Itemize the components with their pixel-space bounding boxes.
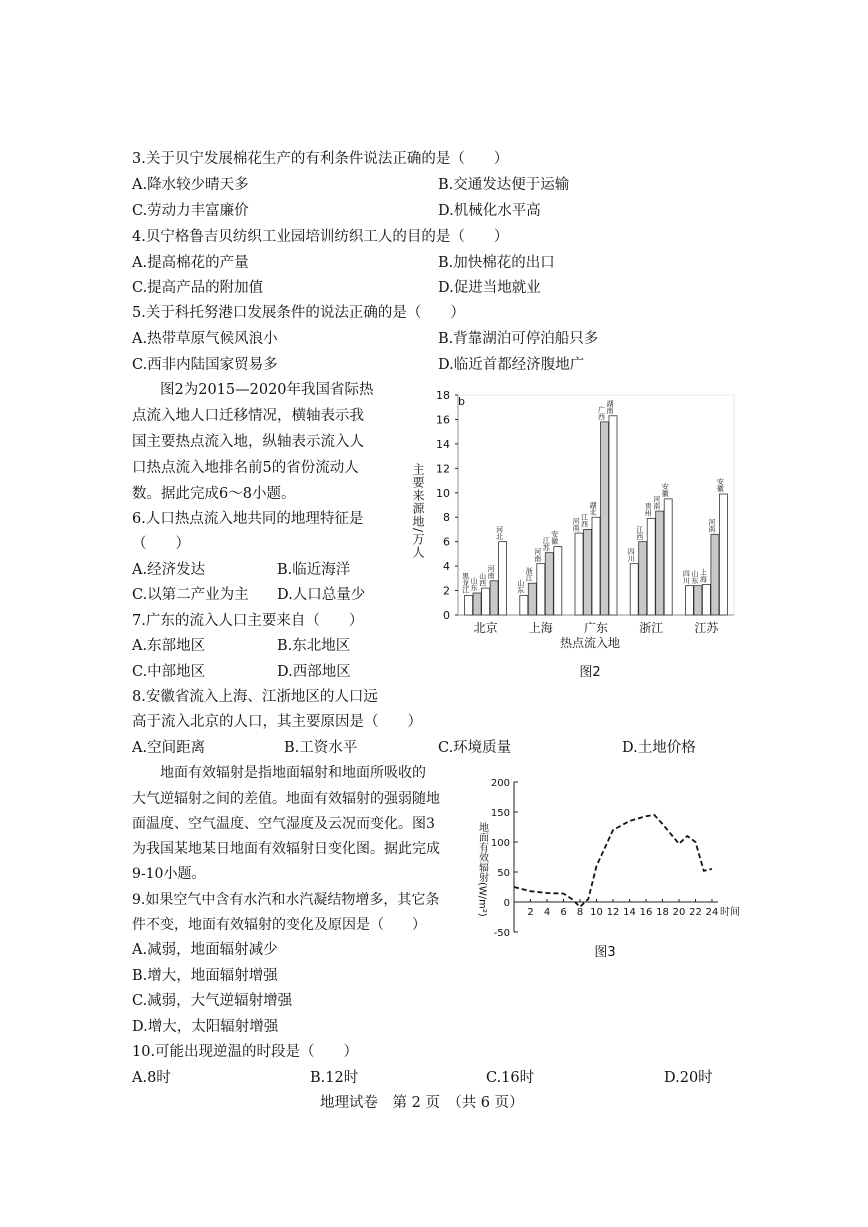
fig2-bar	[647, 518, 655, 615]
question-9-option-a: A.减弱，地面辐射减少	[132, 942, 278, 958]
figure2-intro-line-3: 国主要热点流入地，纵轴表示流入人	[132, 434, 364, 450]
question-8-option-a: A.空间距离	[132, 740, 206, 756]
figure3-intro-line-2: 大气逆辐射之间的差值。地面有效辐射的强弱随地	[132, 791, 440, 807]
fig2-bar-label: 安徽	[550, 530, 559, 545]
fig2-bar	[490, 581, 498, 615]
fig2-bar	[601, 422, 609, 615]
fig2-bar-label: 山西	[478, 572, 487, 587]
fig2-bar	[656, 511, 664, 615]
fig2-y-tick-label: 2	[443, 584, 450, 598]
fig2-bar	[575, 533, 583, 615]
question-4-option-b: B.加快棉花的出口	[438, 255, 555, 271]
fig2-panel-label: b	[458, 395, 465, 408]
fig3-y-tick-label: -50	[493, 928, 510, 939]
fig2-bar	[584, 529, 592, 615]
question-9-option-d: D.增大，太阳辐射增强	[132, 1019, 279, 1035]
question-6-option-d: D.人口总量少	[277, 587, 366, 603]
fig3-y-tick-label: 50	[497, 868, 510, 879]
question-4-option-c: C.提高产品的附加值	[132, 280, 264, 296]
fig2-y-tick-label: 16	[436, 413, 450, 427]
fig3-x-tick-label: 8	[576, 907, 584, 918]
fig2-bar-label: 湖南	[606, 399, 614, 414]
question-9-stem-line-1: 9.如果空气中含有水汽和水汽凝结物增多，其它条	[132, 892, 440, 908]
fig2-y-tick-label: 4	[443, 560, 450, 574]
question-6-stem: 6.人口热点流入地共同的地理特征是	[132, 511, 364, 527]
fig2-category-label: 浙江	[639, 621, 664, 635]
fig2-bar	[609, 416, 617, 615]
fig2-bar-label: 河南	[572, 517, 580, 532]
fig2-bar-label: 湖北	[589, 501, 597, 516]
fig2-bar-label: 四川	[627, 547, 636, 562]
fig2-bar	[694, 586, 702, 615]
figure3-intro-line-3: 面温度、空气温度、空气湿度及云况而变化。图3	[132, 816, 435, 832]
figure3-intro-line-5: 9-10小题。	[132, 866, 206, 882]
question-3-option-b: B.交通发达便于运输	[438, 177, 570, 193]
fig2-bar	[702, 584, 710, 615]
fig2-bar-label: 广西	[597, 405, 606, 420]
fig2-y-tick-label: 18	[436, 389, 450, 402]
question-8-option-c: C.环境质量	[438, 740, 512, 756]
fig2-caption: 图2	[579, 665, 601, 680]
fig3-caption: 图3	[594, 945, 616, 960]
question-5-option-c: C.西非内陆国家贸易多	[132, 357, 278, 373]
fig2-y-tick-label: 10	[436, 486, 450, 500]
question-8-stem-line-2: 高于流入北京的人口，其主要原因是（ ）	[132, 714, 422, 730]
fig2-bar	[664, 499, 672, 615]
fig2-xlabel: 热点流入地	[559, 636, 621, 650]
question-5-option-b: B.背靠湖泊可停泊船只多	[438, 331, 599, 347]
fig2-category-label: 北京	[473, 621, 498, 635]
fig2-y-tick-label: 12	[436, 462, 450, 476]
question-10-option-b: B.12时	[310, 1070, 359, 1086]
question-6-option-b: B.临近海洋	[277, 562, 351, 578]
fig2-bar-label: 河北	[495, 525, 504, 540]
fig2-y-tick-label: 8	[443, 511, 450, 525]
fig3-x-tick-label: 24	[705, 907, 719, 918]
question-5-option-d: D.临近首都经济腹地广	[438, 357, 585, 373]
fig2-bar	[499, 542, 507, 615]
figure-3-line-chart	[472, 770, 748, 966]
fig2-bar-label: 江西	[580, 513, 589, 528]
question-7-option-a: A.东部地区	[132, 638, 206, 654]
question-3-option-d: D.机械化水平高	[438, 203, 541, 219]
fig2-bar	[554, 547, 562, 615]
fig2-bar-label: 贵州	[644, 502, 653, 517]
fig2-bar-label: 河南	[707, 518, 716, 533]
fig2-bar	[545, 553, 553, 615]
fig2-bar	[537, 564, 545, 615]
fig2-bar	[473, 593, 481, 615]
question-7-option-c: C.中部地区	[132, 664, 206, 680]
fig2-bar	[639, 542, 647, 615]
question-6-paren: （ ）	[132, 536, 190, 552]
question-7-stem: 7.广东的流入人口主要来自（ ）	[132, 613, 364, 629]
fig3-x-tick-label: 22	[689, 907, 702, 918]
fig3-x-tick-label: 16	[639, 907, 653, 918]
question-8-option-d: D.土地价格	[622, 740, 696, 756]
fig2-bar	[685, 586, 693, 615]
fig2-bar-label: 江苏	[542, 536, 551, 551]
figure2-intro-line-2: 点流入地人口迁移情况，横轴表示我	[132, 408, 364, 424]
fig3-x-tick-label: 18	[656, 907, 669, 918]
question-3-stem: 3.关于贝宁发展棉花生产的有利条件说法正确的是（ ）	[132, 151, 509, 167]
fig2-bar-label: 山东	[690, 569, 699, 584]
question-7-option-b: B.东北地区	[277, 638, 351, 654]
question-9-stem-line-2: 件不变，地面有效辐射的变化及原因是（ ）	[132, 917, 426, 933]
fig2-bar-label: 江西	[635, 525, 644, 540]
question-10-option-c: C.16时	[486, 1070, 535, 1086]
fig2-bar-label: 安徽	[716, 478, 725, 492]
fig2-bar-label: 安徽	[661, 482, 670, 497]
question-8-stem-line-1: 8.安徽省流入上海、江浙地区的人口远	[132, 689, 378, 705]
question-3-option-c: C.劳动力丰富廉价	[132, 203, 249, 219]
fig2-y-tick-label: 6	[443, 535, 450, 549]
fig3-x-tick-label: 2	[527, 907, 534, 918]
fig3-x-tick-label: 14	[623, 907, 636, 918]
fig2-category-label: 江苏	[694, 621, 719, 635]
fig2-bar	[592, 517, 600, 615]
question-9-option-c: C.减弱，大气逆辐射增强	[132, 993, 293, 1009]
question-7-option-d: D.西部地区	[277, 664, 351, 680]
fig3-xlabel: 时间	[720, 907, 740, 918]
question-10-stem: 10.可能出现逆温的时段是（ ）	[132, 1044, 359, 1060]
question-3-option-a: A.降水较少晴天多	[132, 177, 249, 193]
question-10-option-a: A.8时	[132, 1070, 171, 1086]
fig2-bar	[630, 564, 638, 615]
fig2-bar-label: 河南	[652, 495, 661, 510]
fig2-category-label: 上海	[528, 621, 553, 635]
fig3-x-tick-label: 20	[672, 907, 686, 918]
page-footer: 地理试卷 第 2 页 （共 6 页）	[320, 1095, 524, 1111]
question-4-stem: 4.贝宁格鲁吉贝纺织工业园培训纺织工人的目的是（ ）	[132, 229, 509, 245]
question-5-stem: 5.关于科托努港口发展条件的说法正确的是（ ）	[132, 305, 465, 321]
question-4-option-a: A.提高棉花的产量	[132, 255, 249, 271]
question-5-option-a: A.热带草原气候风浪小	[132, 331, 278, 347]
fig2-bar-label: 浙江	[525, 567, 534, 582]
figure-2-bar-chart	[400, 385, 740, 685]
fig2-bar	[719, 494, 727, 615]
question-10-option-d: D.20时	[664, 1070, 713, 1086]
fig2-y-tick-label: 0	[443, 609, 450, 622]
question-4-option-d: D.促进当地就业	[438, 280, 541, 296]
fig2-bar-label: 河南	[487, 564, 496, 579]
fig2-bar	[465, 595, 473, 615]
fig3-y-tick-label: 200	[490, 778, 510, 789]
fig2-bar	[520, 595, 528, 615]
figure2-intro-line-4: 口热点流入地排名前5的省份流动人	[132, 460, 359, 476]
fig3-x-tick-label: 4	[543, 907, 551, 918]
fig3-x-tick-label: 12	[606, 907, 620, 918]
fig2-bar-label: 山东	[470, 577, 479, 591]
fig3-series-line	[514, 815, 712, 907]
fig2-y-tick-label: 14	[436, 437, 450, 451]
figure3-intro-line-1: 地面有效辐射是指地面辐射和地面所吸收的	[160, 765, 426, 781]
fig3-x-tick-label: 10	[590, 907, 603, 918]
figure3-intro-line-4: 为我国某地某日地面有效辐射日变化图。据此完成	[132, 841, 440, 857]
figure2-intro-line-1: 图2为2015—2020年我国省际热	[160, 382, 374, 398]
fig3-x-tick-label: 6	[560, 907, 567, 918]
fig2-bar	[528, 583, 536, 615]
fig2-bar-label: 河南	[533, 547, 542, 562]
fig2-bar	[482, 588, 490, 615]
figure2-intro-line-5: 数。据此完成6～8小题。	[132, 486, 296, 502]
fig3-ylabel: 地面有效辐射(W/m²)	[476, 822, 488, 917]
fig3-y-tick-label: 100	[490, 838, 510, 849]
question-6-option-a: A.经济发达	[132, 562, 206, 578]
fig2-bar-label: 山东	[516, 579, 525, 594]
fig3-y-tick-label: 0	[503, 898, 510, 909]
fig2-bar-label: 四川	[682, 569, 691, 584]
fig3-y-tick-label: 150	[490, 808, 510, 819]
fig2-ylabel: 主要来源地/万人	[411, 463, 425, 560]
question-6-option-c: C.以第二产业为主	[132, 587, 249, 603]
fig2-category-label: 广东	[583, 621, 609, 635]
fig2-bar-label: 上海	[699, 568, 708, 583]
question-8-option-b: B.工资水平	[284, 740, 358, 756]
fig2-bar-label: 黑龙江	[461, 572, 470, 594]
question-9-option-b: B.增大，地面辐射增强	[132, 968, 278, 984]
fig2-bar	[711, 534, 719, 615]
